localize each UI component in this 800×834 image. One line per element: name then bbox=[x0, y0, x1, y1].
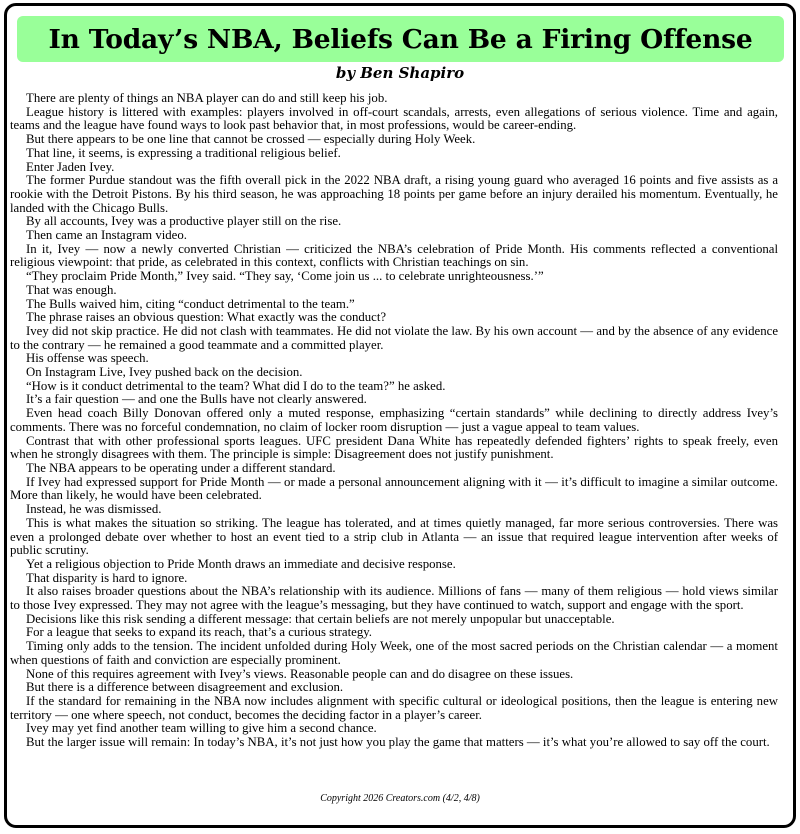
paragraph: Contrast that with other professional sports leagues. UFC president Dana White has repeatedly defended fighters’ rights to speak freely, even when he strongly disagrees with them. The principle is simple: Disagreement does not justify punishment. bbox=[10, 433, 778, 462]
paragraph: Decisions like this risk sending a different message: that certain beliefs are not merely unpopular but unacceptable. bbox=[26, 611, 615, 626]
paragraph: Yet a religious objection to Pride Month draws an immediate and decisive response. bbox=[26, 556, 456, 571]
paragraph: Ivey may yet find another team willing to give him a second chance. bbox=[26, 721, 377, 736]
paragraph: It also raises broader questions about the NBA’s relationship with its audience. Millions of fans — many of them religious — hold views similar to those Ivey expressed. They may not agree with the league’s messaging, but they have continued to watch, support and engage with the sport. bbox=[10, 584, 778, 613]
paragraph: Then came an Instagram video. bbox=[26, 228, 187, 243]
paragraph: “They proclaim Pride Month,” Ivey said. “They say, ‘Come join us ... to celebrate unrighteousness.’” bbox=[26, 269, 544, 284]
paragraph: That disparity is hard to ignore. bbox=[26, 570, 188, 585]
paragraph: If Ivey had expressed support for Pride Month — or made a personal announcement aligning with it — it’s difficult to imagine a similar outcome. More than likely, he would have been celebrated. bbox=[10, 474, 778, 503]
paragraph: But the larger issue will remain: In today’s NBA, it’s not just how you play the game that matters — it’s what you’re allowed to say off the court. bbox=[26, 735, 770, 750]
paragraph: League history is littered with examples: players involved in off-court scandals, arrests, even allegations of serious violence. Time and again, teams and the league have found ways to look past behavior that, in most professions, would be career-ending. bbox=[10, 104, 778, 133]
paragraph: Instead, he was dismissed. bbox=[26, 502, 162, 517]
paragraph: None of this requires agreement with Ivey’s views. Reasonable people can and do disagree on these issues. bbox=[26, 666, 574, 681]
article-body bbox=[10, 92, 778, 750]
paragraph: “How is it conduct detrimental to the team? What did I do to the team?” he asked. bbox=[26, 378, 446, 393]
copyright-notice: Copyright 2026 Creators.com (4/2, 4/8) bbox=[320, 793, 480, 804]
paragraph: His offense was speech. bbox=[26, 351, 149, 366]
byline: by Ben Shapiro bbox=[335, 64, 465, 82]
paragraph: In it, Ivey — now a newly converted Christian — criticized the NBA’s celebration of Pride Month. His comments reflected a conventional religious viewpoint: that pride, as celebrated in this context, conflicts with Christian teachings on sin. bbox=[10, 241, 778, 270]
paragraph: That was enough. bbox=[26, 282, 117, 297]
headline: In Today’s NBA, Beliefs Can Be a Firing Offense bbox=[48, 23, 753, 55]
headline-banner bbox=[17, 16, 784, 62]
paragraph: Timing only adds to the tension. The incident unfolded during Holy Week, one of the most sacred periods on the Christian calendar — a moment when questions of faith and conviction are especially prominent. bbox=[10, 639, 778, 667]
paragraph: If the standard for remaining in the NBA now includes alignment with specific cultural or ideological positions, then the league is entering new territory — one where speech, not conduct, becomes the deciding factor in a player’s career. bbox=[10, 693, 778, 722]
paragraph: That line, it seems, is expressing a traditional religious belief. bbox=[26, 145, 341, 160]
paragraph: There are plenty of things an NBA player can do and still keep his job. bbox=[26, 91, 388, 105]
paragraph: The Bulls waived him, citing “conduct detrimental to the team.” bbox=[26, 296, 355, 311]
paragraph: For a league that seeks to expand its reach, that’s a curious strategy. bbox=[26, 625, 372, 640]
paragraph: It’s a fair question — and one the Bulls have not clearly answered. bbox=[26, 392, 367, 407]
paragraph: Ivey did not skip practice. He did not clash with teammates. He did not violate the law. By his own account — and by the absence of any evidence to the contrary — he remained a good teammate and a committed player. bbox=[10, 323, 778, 352]
paragraph: But there is a difference between disagreement and exclusion. bbox=[26, 680, 344, 695]
paragraph: But there appears to be one line that cannot be crossed — especially during Holy Week. bbox=[26, 132, 476, 147]
paragraph: The phrase raises an obvious question: What exactly was the conduct? bbox=[26, 310, 387, 325]
paragraph: The former Purdue standout was the fifth overall pick in the 2022 NBA draft, a rising young guard who averaged 16 points and five assists as a rookie with the Detroit Pistons. By his third season, he was approaching 18 points per game before an injury derailed his momentum. Eventually, he landed with the Chicago Bulls. bbox=[10, 173, 778, 215]
paragraph: By all accounts, Ivey was a productive player still on the rise. bbox=[26, 214, 342, 229]
paragraph: The NBA appears to be operating under a different standard. bbox=[26, 460, 336, 475]
paragraph: Even head coach Billy Donovan offered only a muted response, emphasizing “certain standards” while declining to directly address Ivey’s comments. There was no forceful condemnation, no claim of locker room disruption — just a vague appeal to team values. bbox=[10, 406, 778, 434]
paragraph: Enter Jaden Ivey. bbox=[26, 159, 115, 174]
paragraph: This is what makes the situation so striking. The league has tolerated, and at times quietly managed, far more serious controversies. There was even a prolonged debate over whether to host an event tied to a strip club in Atlanta — an issue that required league intervention after weeks of public scrutiny. bbox=[10, 515, 778, 558]
paragraph: On Instagram Live, Ivey pushed back on the decision. bbox=[26, 365, 303, 380]
